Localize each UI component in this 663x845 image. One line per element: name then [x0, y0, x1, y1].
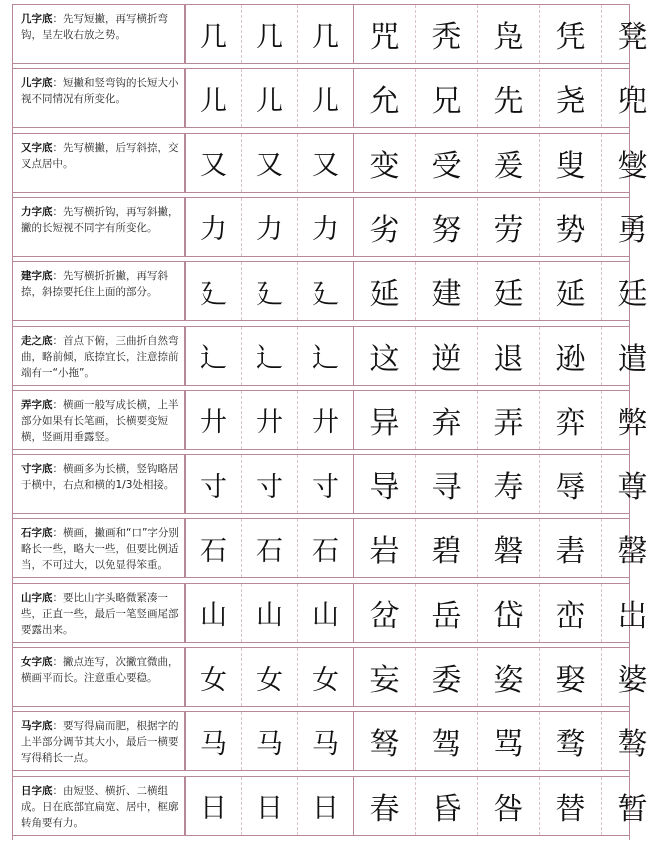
row-explanation: ：要比山字头略微紧凑一些，正直一些，最后一笔竖画尾部要露出来。	[21, 591, 179, 636]
example-character: 兄	[415, 69, 477, 127]
component-glyph: 又	[185, 134, 241, 192]
row-description	[13, 5, 185, 63]
row-explanation: ：由短竖、横折、二横组成。日在底部宜扁宽、居中，框廓转角要有力。	[21, 784, 179, 829]
row-title: 力字底	[21, 205, 53, 218]
component-glyph: 又	[241, 134, 297, 192]
example-character: 尧	[539, 69, 601, 127]
component-glyph: 山	[241, 584, 297, 642]
component-glyph: 力	[297, 198, 353, 256]
component-glyph: 寸	[185, 455, 241, 513]
example-character: 咎	[477, 777, 539, 835]
example-character: 凫	[477, 5, 539, 63]
row-title: 日字底	[21, 784, 53, 797]
example-character: 秃	[415, 5, 477, 63]
row-description	[13, 584, 185, 642]
component-glyph: 力	[185, 198, 241, 256]
component-glyph: 石	[297, 519, 353, 577]
component-glyph: 日	[185, 777, 241, 835]
row-description	[13, 648, 185, 706]
row-description	[13, 198, 185, 256]
example-character: 变	[353, 134, 415, 192]
example-character: 努	[415, 198, 477, 256]
example-character: 勇	[601, 198, 663, 256]
row-title: 儿字底	[21, 77, 53, 90]
component-glyph: 辶	[297, 327, 353, 385]
example-character: 碧	[415, 519, 477, 577]
example-character: 廷	[601, 262, 663, 320]
stroke-row	[13, 390, 648, 450]
example-character: 退	[477, 327, 539, 385]
component-glyph: 女	[185, 648, 241, 706]
component-glyph: 女	[297, 648, 353, 706]
example-character: 昏	[415, 777, 477, 835]
component-glyph: 儿	[241, 69, 297, 127]
component-glyph: 寸	[297, 455, 353, 513]
row-description	[13, 391, 185, 449]
example-character: 弊	[601, 391, 663, 449]
component-glyph: 女	[241, 648, 297, 706]
example-character: 替	[539, 777, 601, 835]
row-title: 马字底	[21, 720, 53, 733]
example-character: 驽	[353, 712, 415, 770]
stroke-row	[13, 68, 648, 128]
example-character: 叟	[539, 134, 601, 192]
example-character: 廷	[477, 262, 539, 320]
row-explanation: ：短撇和竖弯钩的长短大小视不同情况有所变化。	[21, 77, 179, 106]
row-explanation: ：先写短撇，再写横折弯钩，呈左收右放之势。	[21, 13, 168, 41]
row-explanation: ：先写横折折撇，再写斜捺，斜捺要托住上面的部分。	[21, 270, 168, 299]
example-character: 爰	[477, 134, 539, 192]
stroke-row	[13, 518, 648, 578]
example-character: 娶	[539, 648, 601, 706]
example-character: 寻	[415, 455, 477, 513]
example-character: 延	[353, 262, 415, 320]
stroke-row	[13, 647, 648, 707]
example-character: 辱	[539, 455, 601, 513]
example-character: 受	[415, 134, 477, 192]
component-glyph: 又	[297, 134, 353, 192]
row-title: 又字底	[21, 141, 53, 154]
component-glyph: 山	[297, 584, 353, 642]
row-explanation: ：先写横撇，后写斜捺，交叉点居中。	[21, 141, 179, 170]
example-character: 峦	[539, 584, 601, 642]
row-title: 山字底	[21, 591, 53, 604]
example-character: 逆	[415, 327, 477, 385]
component-glyph: 寸	[241, 455, 297, 513]
example-character: 遣	[601, 327, 663, 385]
component-glyph: 日	[241, 777, 297, 835]
example-character: 暂	[601, 777, 663, 835]
row-explanation: ：横画一般写成长横，上半部分如果有长笔画，长横要变短横，竖画用垂露竖。	[21, 398, 179, 443]
component-glyph: 儿	[297, 69, 353, 127]
row-explanation: ：首点下俯，三曲折自然弯曲，略前倾，底捺宜长，注意捺前端有一“小拖”。	[21, 334, 179, 379]
example-character: 凭	[539, 5, 601, 63]
component-glyph: 马	[241, 712, 297, 770]
row-explanation: ：要写得扁而肥，根据字的上半部分调节其大小，最后一横要写得稍长一点。	[21, 720, 179, 765]
example-character: 骛	[539, 712, 601, 770]
component-glyph: 辶	[185, 327, 241, 385]
row-description	[13, 262, 185, 320]
example-character: 春	[353, 777, 415, 835]
example-character: 委	[415, 648, 477, 706]
stroke-row	[13, 711, 648, 771]
example-character: 咒	[353, 5, 415, 63]
row-title: 几字底	[21, 13, 53, 25]
example-character: 弄	[477, 391, 539, 449]
example-character: 异	[353, 391, 415, 449]
row-description	[13, 455, 185, 513]
row-description	[13, 712, 185, 770]
component-glyph: 廾	[241, 391, 297, 449]
stroke-row	[13, 197, 648, 257]
stroke-row	[13, 4, 648, 64]
example-character: 劣	[353, 198, 415, 256]
row-description	[13, 69, 185, 127]
component-glyph: 儿	[185, 69, 241, 127]
row-title: 建字底	[21, 270, 53, 283]
example-character: 罄	[601, 519, 663, 577]
example-character: 岀	[601, 584, 663, 642]
example-character: 尊	[601, 455, 663, 513]
component-glyph: 石	[241, 519, 297, 577]
stroke-row	[13, 133, 648, 193]
component-glyph: 力	[241, 198, 297, 256]
stroke-row	[13, 326, 648, 386]
example-character: 妄	[353, 648, 415, 706]
example-character: 砉	[539, 519, 601, 577]
example-character: 导	[353, 455, 415, 513]
example-character: 寿	[477, 455, 539, 513]
component-glyph: 马	[297, 712, 353, 770]
example-character: 骜	[601, 712, 663, 770]
example-character: 先	[477, 69, 539, 127]
example-character: 燮	[601, 134, 663, 192]
example-character: 劳	[477, 198, 539, 256]
example-character: 势	[539, 198, 601, 256]
component-glyph: 廾	[185, 391, 241, 449]
component-glyph: 几	[185, 5, 241, 63]
row-explanation: ：横画，撇画和“口”字分别略长一些，略大一些，但要比例适当，不可过大，以免显得笨重。	[21, 527, 179, 572]
row-description	[13, 134, 185, 192]
example-character: 弈	[539, 391, 601, 449]
component-glyph: 廴	[241, 262, 297, 320]
example-character: 允	[353, 69, 415, 127]
stroke-row	[13, 776, 648, 836]
stroke-row	[13, 261, 648, 321]
example-character: 这	[353, 327, 415, 385]
row-title: 女字底	[21, 656, 53, 668]
component-glyph: 山	[185, 584, 241, 642]
row-title: 寸字底	[21, 463, 53, 476]
component-glyph: 日	[297, 777, 353, 835]
row-title: 走之底	[21, 334, 53, 347]
example-character: 磐	[477, 519, 539, 577]
example-character: 延	[539, 262, 601, 320]
row-title: 石字底	[21, 527, 53, 540]
example-character: 岩	[353, 519, 415, 577]
example-character: 岱	[477, 584, 539, 642]
example-character: 驾	[415, 712, 477, 770]
example-character: 岳	[415, 584, 477, 642]
example-character: 姿	[477, 648, 539, 706]
row-description	[13, 327, 185, 385]
example-character: 婆	[601, 648, 663, 706]
stroke-row	[13, 583, 648, 643]
example-character: 兜	[601, 69, 663, 127]
component-glyph: 石	[185, 519, 241, 577]
component-glyph: 廴	[185, 262, 241, 320]
example-character: 岔	[353, 584, 415, 642]
example-character: 凳	[601, 5, 663, 63]
example-character: 逊	[539, 327, 601, 385]
example-character: 骂	[477, 712, 539, 770]
component-glyph: 辶	[241, 327, 297, 385]
component-glyph: 几	[241, 5, 297, 63]
row-explanation: ：撇点连写，次撇宜微曲，横画平而长。注意重心要稳。	[21, 656, 179, 684]
practice-sheet	[12, 4, 648, 840]
example-character: 建	[415, 262, 477, 320]
component-glyph: 廾	[297, 391, 353, 449]
row-description	[13, 519, 185, 577]
row-title: 弄字底	[21, 398, 53, 411]
example-character: 弃	[415, 391, 477, 449]
component-glyph: 廴	[297, 262, 353, 320]
row-description	[13, 777, 185, 835]
stroke-row	[13, 454, 648, 514]
component-glyph: 马	[185, 712, 241, 770]
row-explanation: ：先写横折钩，再写斜撇，撇的长短视不同字有所变化。	[21, 205, 179, 234]
row-explanation: ：横画多为长横，竖钩略居于横中，右点和横的1/3处相接。	[21, 463, 179, 492]
component-glyph: 几	[297, 5, 353, 63]
